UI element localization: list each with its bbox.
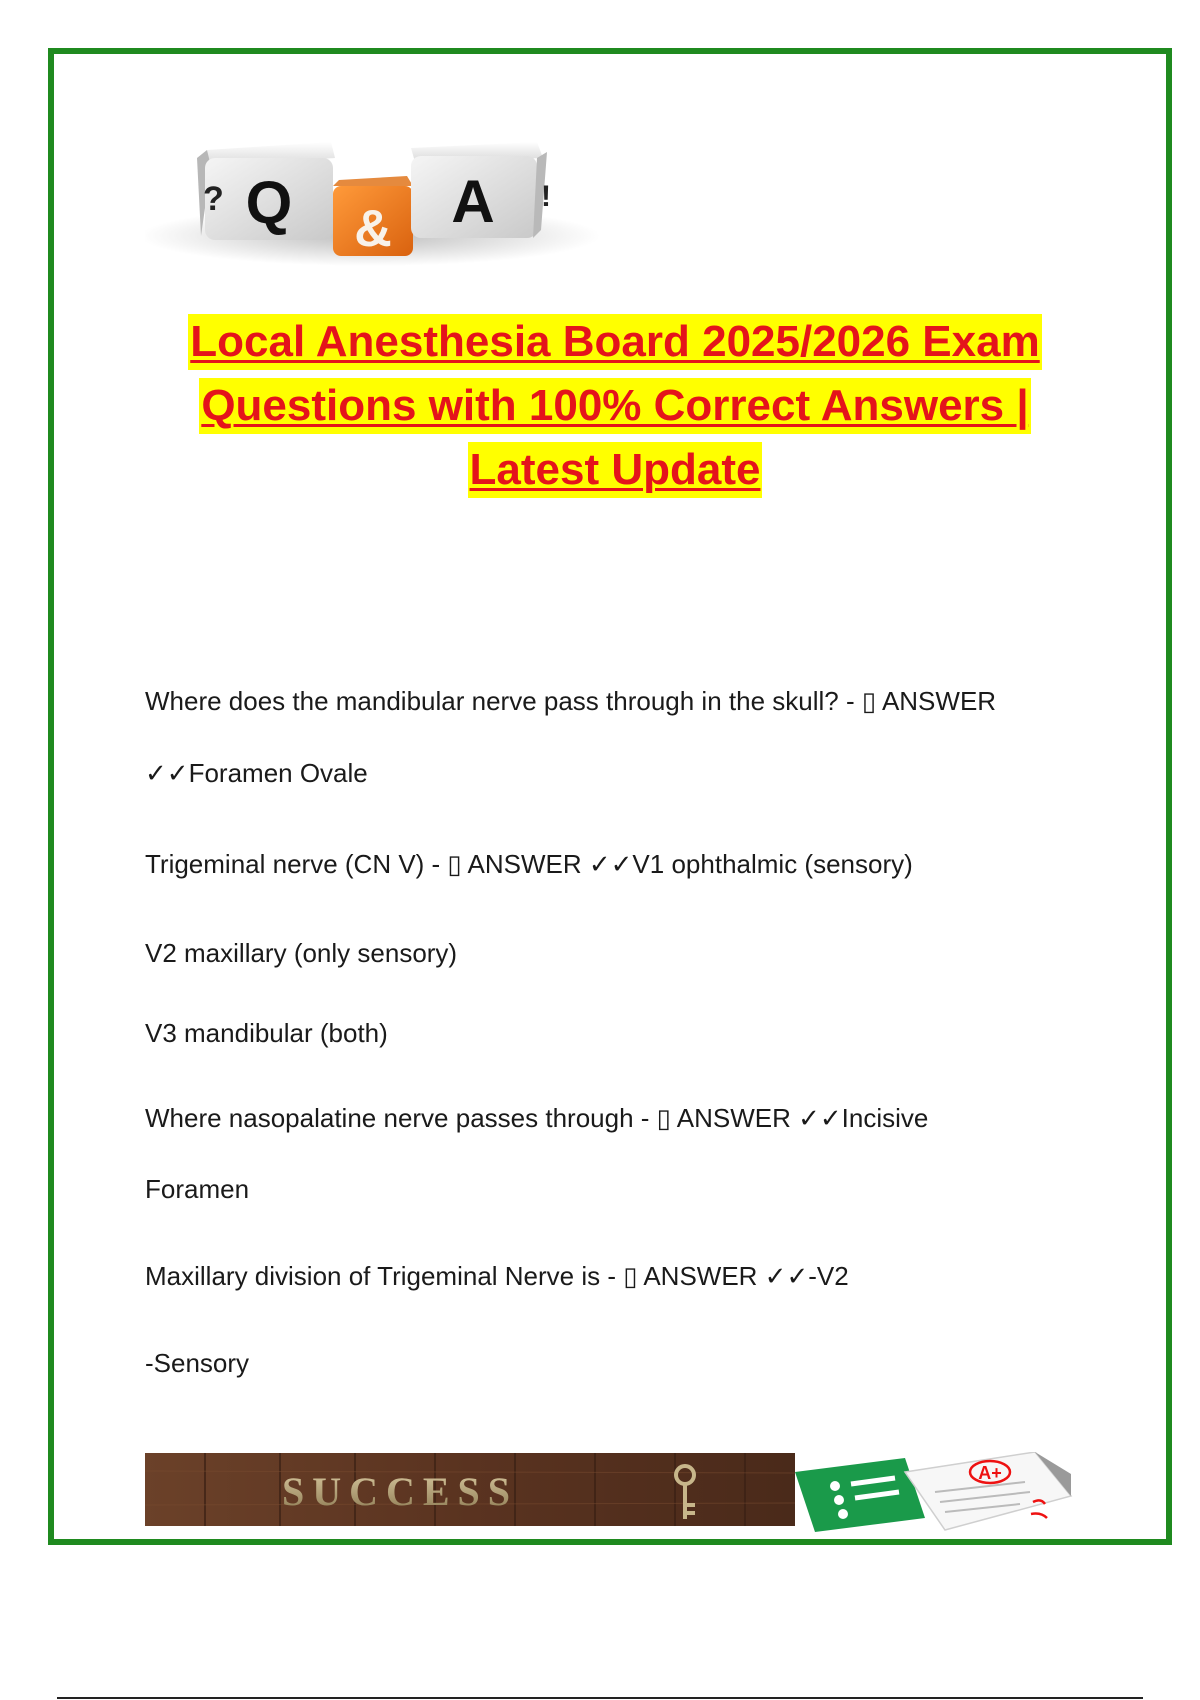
qa-line-1: Where does the mandibular nerve pass through in the skull? - ▯ ANSWER	[145, 686, 997, 716]
document-title	[130, 310, 1100, 502]
graded-paper-icon	[905, 1452, 1071, 1530]
logo-q: Q	[245, 169, 293, 236]
grade-text: A+	[978, 1463, 1002, 1483]
qa-line-4: V2 maxillary (only sensory)	[145, 938, 458, 968]
title-line-3: Latest Update	[468, 442, 763, 498]
qa-line-3: Trigeminal nerve (CN V) - ▯ ANSWER ✓✓V1 ophthalmic (sensory)	[145, 849, 913, 879]
spreadsheet-icon	[795, 1458, 925, 1532]
qa-line-5: V3 mandibular (both)	[145, 1018, 388, 1048]
footer-rule	[57, 1697, 1143, 1699]
qa-line-6: Where nasopalatine nerve passes through - ▯ ANSWER ✓✓Incisive	[145, 1103, 929, 1133]
qa-dice-logo	[145, 118, 600, 278]
logo-a: A	[451, 168, 495, 235]
title-line-1: Local Anesthesia Board 2025/2026 Exam	[188, 314, 1041, 370]
logo-amp: &	[354, 200, 392, 258]
success-banner	[145, 1453, 795, 1526]
qa-line-9: -Sensory	[145, 1348, 250, 1378]
svg-text:?: ?	[203, 180, 224, 218]
qa-line-7: Foramen	[145, 1174, 250, 1204]
svg-text:!: !	[541, 180, 551, 213]
graded-paper-graphic	[795, 1452, 1085, 1534]
title-line-2: Questions with 100% Correct Answers |	[199, 378, 1030, 434]
qa-line-8: Maxillary division of Trigeminal Nerve is - ▯ ANSWER ✓✓-V2	[145, 1261, 849, 1291]
banner-text: SUCCESS	[281, 1469, 519, 1514]
qa-line-2: ✓✓Foramen Ovale	[145, 758, 368, 788]
